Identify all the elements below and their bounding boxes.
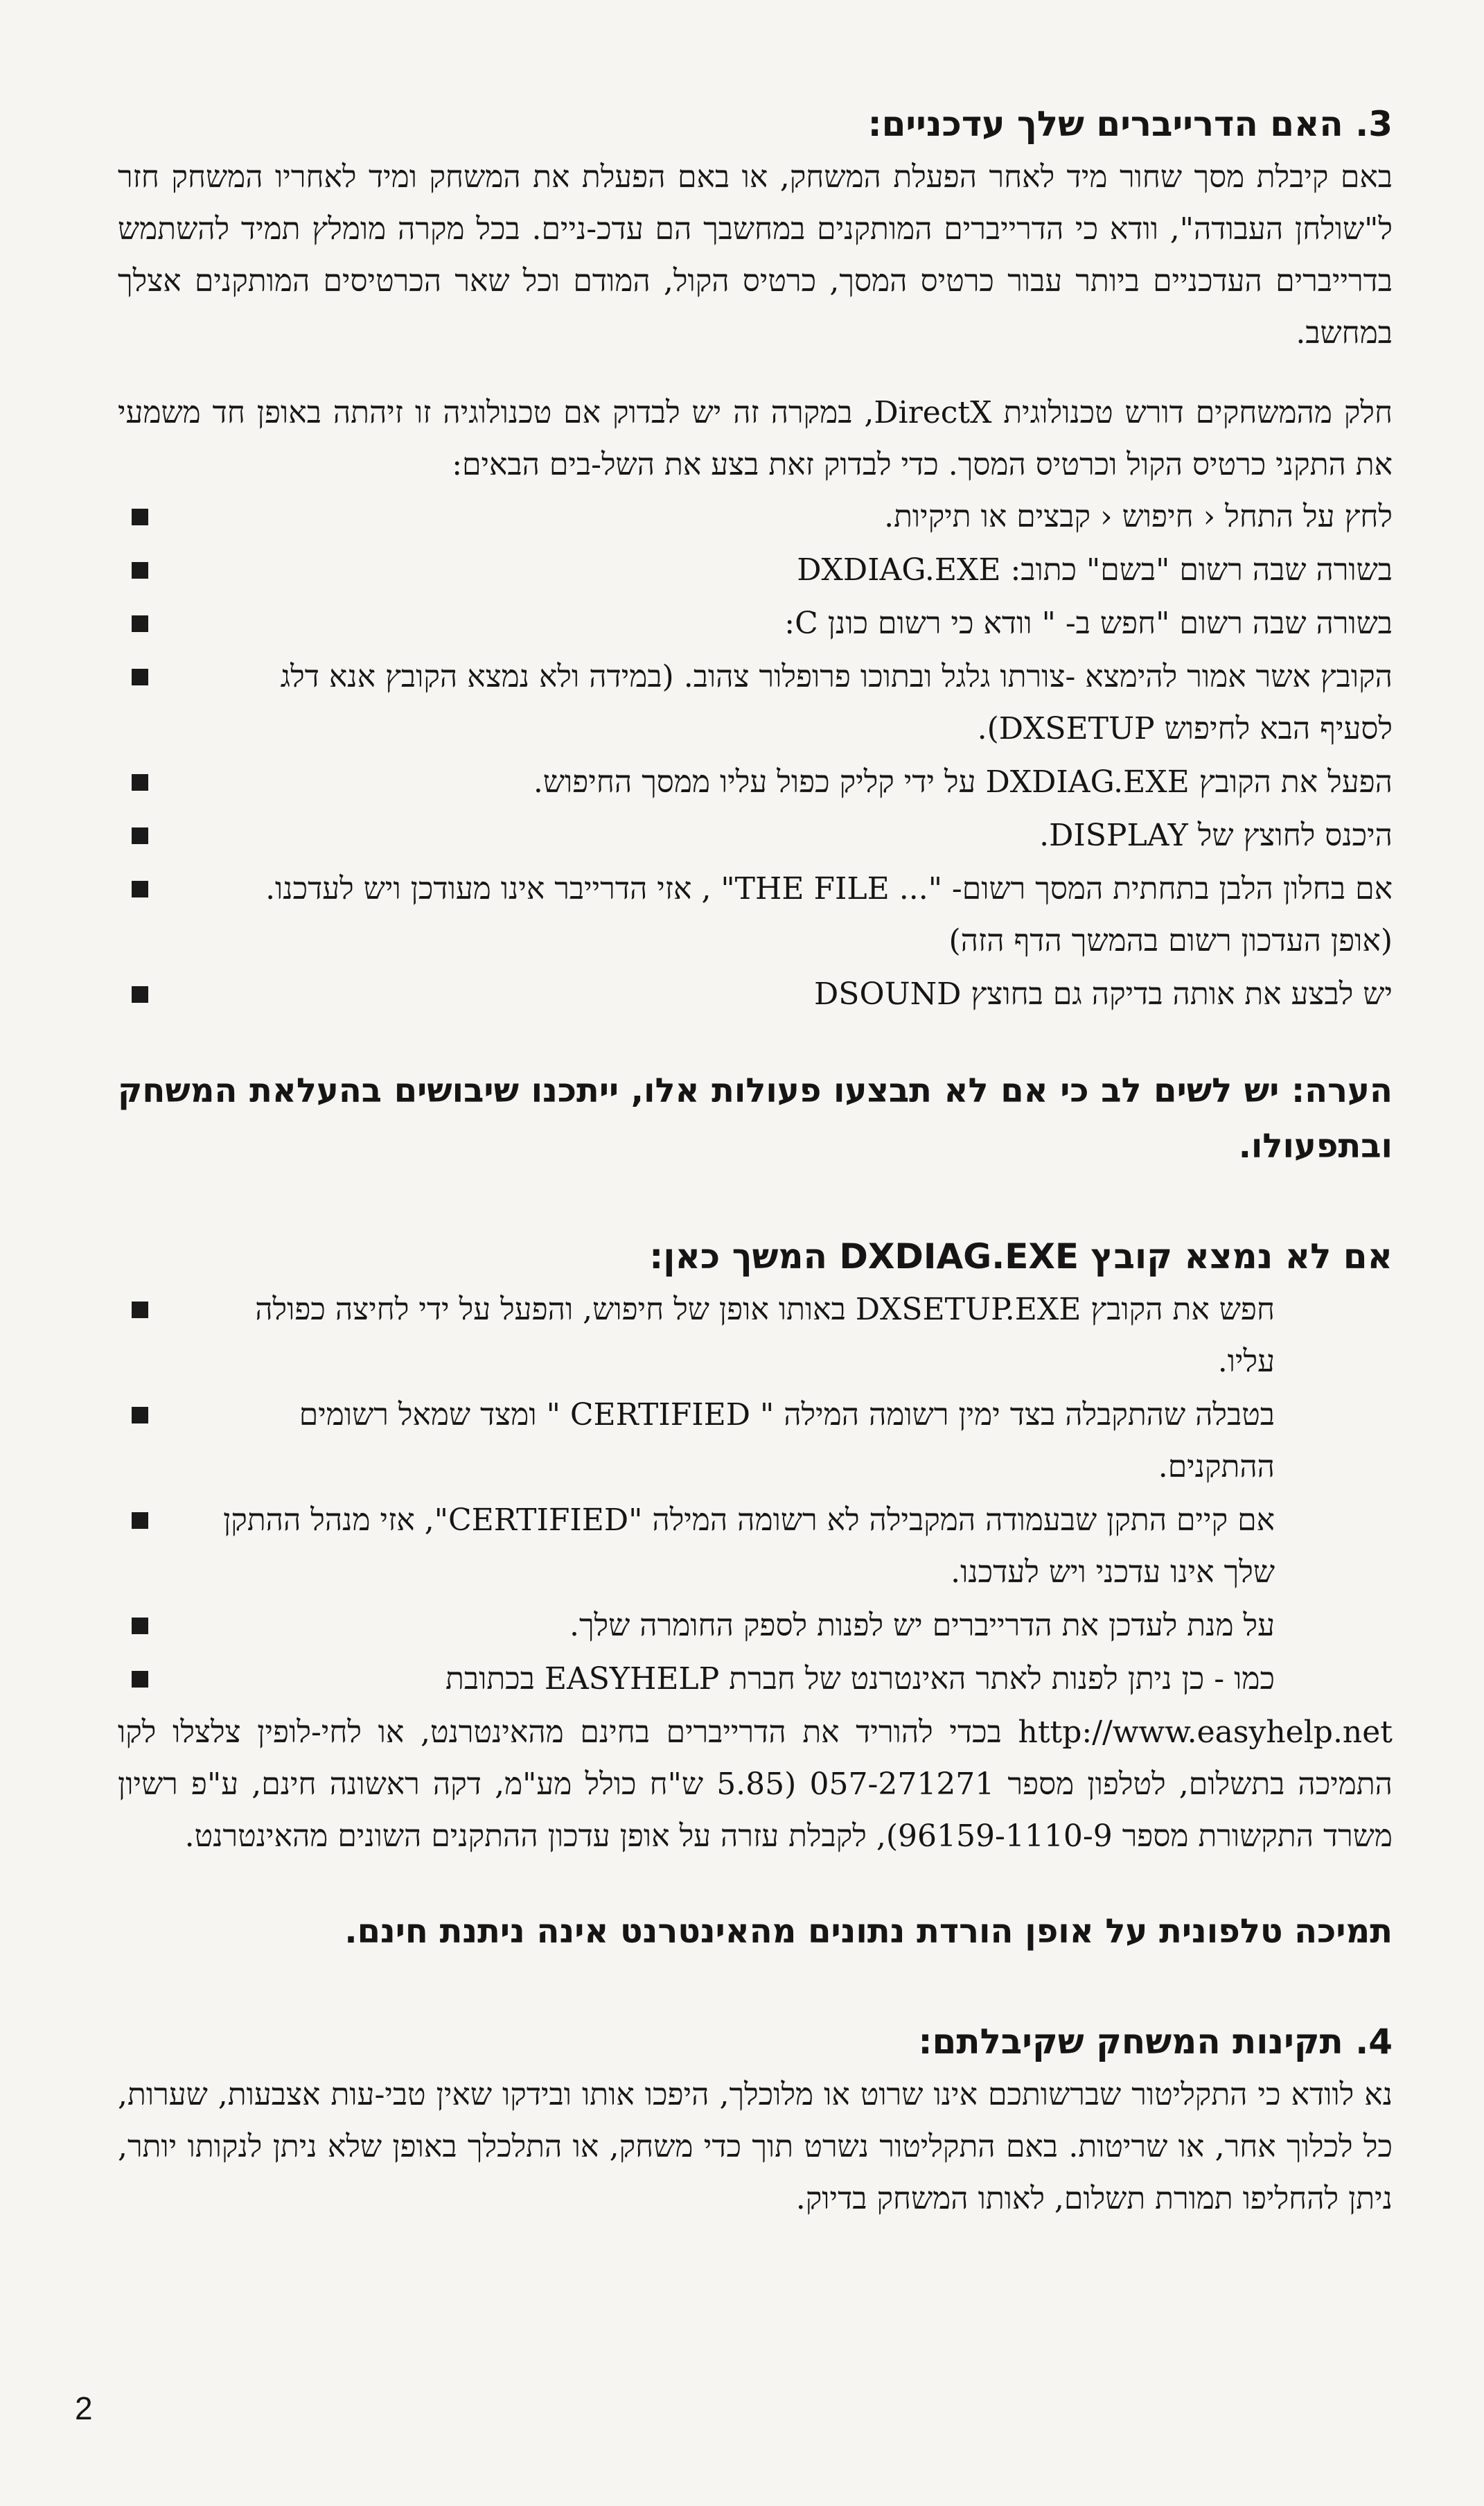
list-item: [118, 1494, 1393, 1598]
step-text: חפש את הקובץ DXSETUP.EXE באותו אופן של חיפוש, והפעל על ידי לחיצה כפולה עליו.: [255, 1292, 1275, 1379]
section-3-title: האם הדרייברים שלך עדכניים:: [867, 104, 1343, 144]
step-text: הקובץ אשר אמור להימצא -צורתו גלגל ובתוכו פרופלור צהוב. (במידה ולא נמצא הקובץ אנא דלג לסעיף הבא לחיפוש DXSETUP).: [280, 659, 1393, 746]
step-text: אם בחלון הלבן בתחתית המסך רשום- "... THE FILE" , אזי הדרייבר אינו מעודכן ויש לעדכנו. (אופן העדכון רשום בהמשך הדף הזה): [265, 871, 1393, 958]
bullet-square-icon: [132, 509, 148, 525]
phone-support-note: תמיכה טלפונית על אופן הורדת נתונים מהאינטרנט אינה ניתנת חינם.: [344, 1912, 1393, 1951]
list-item: [118, 597, 1393, 649]
list-item: [118, 651, 1393, 755]
list-item: [118, 863, 1393, 967]
step-text: יש לבצע את אותה בדיקה גם בחוצץ DSOUND: [814, 976, 1393, 1012]
bullet-square-icon: [132, 827, 148, 844]
list-item: [118, 809, 1393, 861]
step-text: כמו - כן ניתן לפנות לאתר האינטרנט של חברת EASYHELP בכתובת: [445, 1661, 1275, 1697]
list-item: [118, 1600, 1393, 1651]
section-4-title: תקינות המשחק שקיבלתם:: [918, 2022, 1343, 2062]
bullet-square-icon: [132, 615, 148, 632]
section-3-paragraph-2: חלק מהמשחקים דורש טכנולוגית DirectX, במקרה זה יש לבדוק אם טכנולוגיה זו זיהתה באופן חד משמעי את התקני כרטיס הקול וכרטיס המסך. כדי לבדוק זאת בצע את השל-בים הבאים:: [118, 395, 1393, 482]
list-item: [118, 1389, 1393, 1493]
bullet-square-icon: [132, 986, 148, 1003]
bullet-square-icon: [132, 774, 148, 791]
list-item: [118, 1283, 1393, 1387]
section-4-heading: [118, 2015, 1393, 2069]
bullet-square-icon: [132, 1671, 148, 1688]
list-item: [118, 491, 1393, 543]
section-4-paragraph: נא לוודא כי התקליטור שברשותכם אינו שרוט או מלוכלך, היפכו אותו ובידקו שאין טבי-עות אצבעות, שערות, כל לכלוך אחר, או שריטות. באם התקליטור נשרט תוך כדי משחק, או התלכלך באופן שלא ניתן לנקותו יותר, ניתן להחליפו תמורת תשלום, לאותו המשחק בדיוק.: [118, 2077, 1393, 2216]
list-item: [118, 968, 1393, 1020]
easyhelp-contact-paragraph: http://www.easyhelp.net בכדי להוריד את הדרייברים בחינם מהאינטרנט, או לחי-לופין צלצלו לקו התמיכה בתשלום, לטלפון מספר 057-271271 (5.85 ש"ח כולל מע"מ, דקה ראשונה חינם, ע"פ רשיון משרד התקשורת מספר 96159-1110-9), לקבלת עזרה על אופן עדכון ההתקנים השונים מהאינטרנט.: [118, 1715, 1393, 1854]
section-3-note: הערה: יש לשים לב כי אם לא תבצעו פעולות אלו, ייתכנו שיבושים בהעלאת המשחק ובתפעולו.: [118, 1071, 1393, 1166]
bullet-square-icon: [132, 1618, 148, 1634]
step-text: היכנס לחוצץ של DISPLAY.: [1039, 818, 1393, 853]
bullet-square-icon: [132, 881, 148, 897]
bullet-square-icon: [132, 1407, 148, 1423]
step-text: אם קיים התקן שבעמודה המקבילה לא רשומה המילה "CERTIFIED", אזי מנהל ההתקן שלך אינו עדכני ויש לעדכנו.: [223, 1502, 1275, 1590]
step-text: על מנת לעדכן את הדרייברים יש לפנות לספק החומרה שלך.: [569, 1608, 1275, 1643]
page-number: 2: [75, 2390, 93, 2426]
step-text: לחץ על התחל ‹ חיפוש ‹ קבצים או תיקיות.: [884, 499, 1393, 534]
list-item: [118, 756, 1393, 808]
section-3-paragraph-1: באם קיבלת מסך שחור מיד לאחר הפעלת המשחק, או באם הפעלת את המשחק ומיד לאחריו המשחק חזר ל"שולחן העבודה", וודא כי הדרייברים המותקנים במחשבך הם עדכ-ניים. בכל מקרה מומלץ תמיד להשתמש בדרייברים העדכניים ביותר עבור כרטיס המסך, כרטיס הקול, המודם וכל שאר הכרטיסים המותקנים אצלך במחשב.: [118, 159, 1393, 351]
step-text: בשורה שבה רשום "חפש ב- " וודא כי רשום כונן C:: [784, 606, 1393, 641]
directx-check-steps: [118, 491, 1393, 1020]
dxsetup-steps: [118, 1283, 1393, 1705]
bullet-square-icon: [132, 562, 148, 579]
step-text: הפעל את הקובץ DXDIAG.EXE על ידי קליק כפול עליו ממסך החיפוש.: [533, 764, 1393, 800]
list-item: [118, 544, 1393, 596]
step-text: בשורה שבה רשום "בשם" כתוב: DXDIAG.EXE: [797, 552, 1393, 588]
section-3-number: 3.: [1355, 104, 1393, 144]
step-text: בטבלה שהתקבלה בצד ימין רשומה המילה " CERTIFIED " ומצד שמאל רשומים ההתקנים.: [299, 1397, 1275, 1484]
document-page: [118, 97, 1393, 2225]
not-found-heading: אם לא נמצא קובץ DXDIAG.EXE המשך כאן:: [649, 1236, 1393, 1277]
section-3-heading: [118, 97, 1393, 151]
bullet-square-icon: [132, 1302, 148, 1318]
bullet-square-icon: [132, 1512, 148, 1529]
list-item: [118, 1653, 1393, 1705]
section-4-number: 4.: [1355, 2022, 1393, 2062]
bullet-square-icon: [132, 669, 148, 685]
